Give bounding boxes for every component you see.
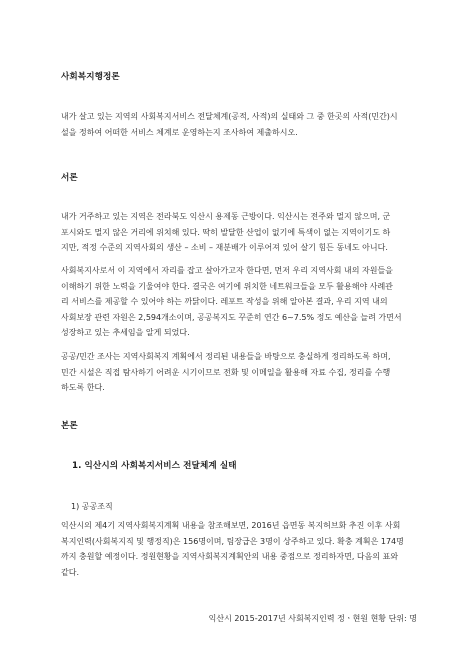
- text-line: 내가 거주하고 있는 지역은 전라북도 익산시 용제동 근방이다. 익산시는 전주와 멀지 않으며, 군: [61, 212, 391, 221]
- text-line: 복지인력(사회복지직 및 행정직)은 156명이며, 팀장급은 3명이 상주하고 있다. 확충 계획은 174명: [61, 536, 404, 546]
- intro-paragraph-2: [61, 263, 417, 341]
- intro-paragraph-1: [61, 209, 417, 256]
- text-line: 리 서비스를 제공할 수 있어야 하는 까닭이다. 레포트 작성을 위해 알아본 결과, 우리 지역 내의: [61, 297, 388, 306]
- text-line: 공공/민간 조사는 지역사회복지 계획에서 정리된 내용들을 바탕으로 충실하게 정리하도록 하며,: [61, 352, 391, 361]
- section-heading-body: 본론: [61, 421, 78, 431]
- text-line: 지만, 적정 수준의 지역사회의 생산 – 소비 – 재분배가 이루어져 있어 살기 힘든 동네도 아니다.: [61, 243, 388, 252]
- text-line: 성장하고 있는 추세임을 알게 되었다.: [61, 328, 190, 337]
- assignment-prompt: [61, 109, 417, 140]
- intro-paragraph-3: [61, 349, 417, 396]
- text-line: 내가 살고 있는 지역의 사회복지서비스 전달체계(공적, 사적)의 실태와 그 중 한곳의 사적(민간)시: [61, 112, 398, 121]
- text-line: 까지 충원할 예정이다. 정원현황을 지역사회복지계획안의 내용 중점으로 정리하자면, 다음의 표와: [61, 552, 399, 561]
- body-paragraph: [61, 518, 417, 580]
- list-item-public-organization: 1) 공공조직: [71, 502, 113, 511]
- text-line: 하도록 한다.: [61, 383, 105, 392]
- table-caption: 익산시 2015-2017년 사회복지인력 정ㆍ현원 현황 단위: 명: [208, 614, 417, 623]
- text-line: 설을 정하여 어떠한 서비스 체계로 운영하는지 조사하여 제출하시오.: [61, 127, 298, 137]
- text-line: 사회보장 관련 자원은 2,594개소이며, 공공복지도 꾸준히 연간 6~7.5% 정도 예산을 늘려 가면서: [61, 312, 402, 322]
- text-line: 같다.: [61, 567, 79, 577]
- text-line: 포시와도 멀지 않은 거리에 위치해 있다. 딱히 발달한 산업이 없기에 특색이 없는 지역이기도 하: [61, 227, 391, 237]
- text-line: 익산시의 제4기 지역사회복지계획 내용을 참조해보면, 2016년 읍면동 복지허브화 추진 이후 사회: [61, 521, 401, 530]
- document-title: 사회복지행정론: [61, 72, 120, 82]
- text-line: 이해하기 위한 노력을 기울여야 한다. 결국은 여기에 위치한 네트워크들을 모두 활용해야 사례관: [61, 281, 393, 291]
- subsection-heading: 1. 익산시의 사회복지서비스 전달체계 실태: [72, 461, 237, 471]
- text-line: 민간 시설은 직접 탐사하기 어려운 시기이므로 전화 및 이메일을 활용해 자료 수집, 정리를 수행: [61, 367, 391, 377]
- text-line: 사회복지사로서 이 지역에서 자리를 잡고 살아가고자 한다면, 먼저 우리 지역사회 내의 자원들을: [61, 266, 393, 275]
- section-heading-intro: 서론: [61, 173, 78, 183]
